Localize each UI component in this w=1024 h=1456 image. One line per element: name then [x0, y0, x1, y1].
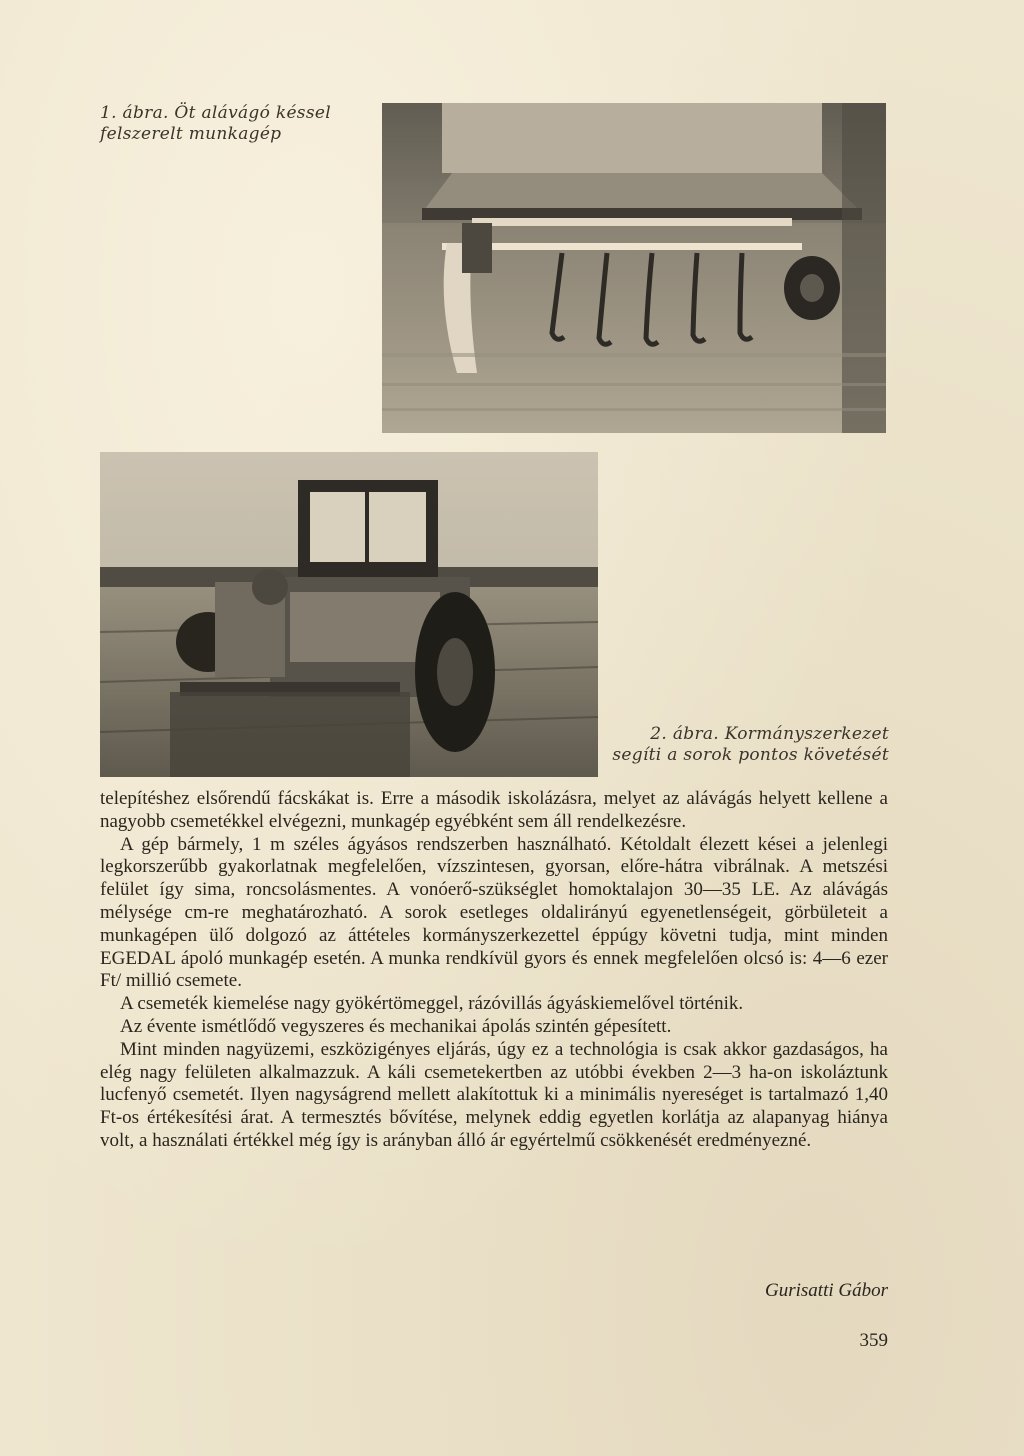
- paragraph: telepítéshez elsőrendű fácskákat is. Erre a második iskolázásra, melyet az alávágás helyett kellene a nagyobb csemetékkel elvégezni, munkagép egyébként sem áll rendelkezésre.: [100, 788, 888, 832]
- paragraph: A gép bármely, 1 m széles ágyásos rendszerben használható. Kétoldalt élezett kései a jelenlegi legkorszerűbb gyakorlatnak megfelelően, vízszintesen, gyorsan, előre-hátra vibrálnak. A metszési felület így sima, roncsolásmentes. A vonóerő-szükséglet homoktalajon 30—35 LE. Az alávágás mélysége cm-re meghatározható. A sorok esetleges oldalirányú egyenetlenségeit, görbületeit a munkagépen ülő dolgozó az áttételes kormányszerkezettel éppúgy követni tudja, mint minden EGEDAL ápoló munkagép esetén. A munka rendkívül gyors és ennek megfelelően olcsó is: 4—6 ezer Ft/ millió csemete.: [100, 833, 888, 992]
- figure-2-photo: [100, 452, 598, 777]
- figure-1-photo: [382, 103, 886, 433]
- machine-photo-image: [382, 103, 886, 433]
- paragraph: Az évente ismétlődő vegyszeres és mechanikai ápolás szintén gépesített.: [120, 1015, 672, 1037]
- paragraph: A csemeték kiemelése nagy gyökértömeggel, rázóvillás ágyáskiemelővel történik.: [120, 993, 744, 1015]
- figure-1-caption: 1. ábra. Öt alávágó késsel felszerelt munkagép: [100, 103, 331, 144]
- author-signature: Gurisatti Gábor: [765, 1280, 888, 1301]
- tractor-photo-image: [100, 452, 598, 777]
- article-body: [100, 788, 888, 1153]
- figure-2-caption: 2. ábra. Kormányszerkezet segíti a sorok pontos követését: [612, 724, 889, 765]
- paragraph: Mint minden nagyüzemi, eszközigényes eljárás, úgy ez a technológia is csak akkor gazdaságos, ha elég nagy felületen alkalmazzuk. A káli csemetekertben az utóbbi években 2—3 ha-on iskoláztunk lucfenyő csemetét. Ilyen nagyságrend mellett alakítottuk ki a minimális nyereséget is tartalmazó 1,40 Ft-os értékesítési árat. A termesztés bővítése, melynek eddig egyetlen korlátja az alapanyag hiánya volt, a használati értékkel még így is arányban álló ár egyértelmű csökkenését eredményezné.: [100, 1038, 888, 1151]
- page-number: 359: [859, 1330, 888, 1351]
